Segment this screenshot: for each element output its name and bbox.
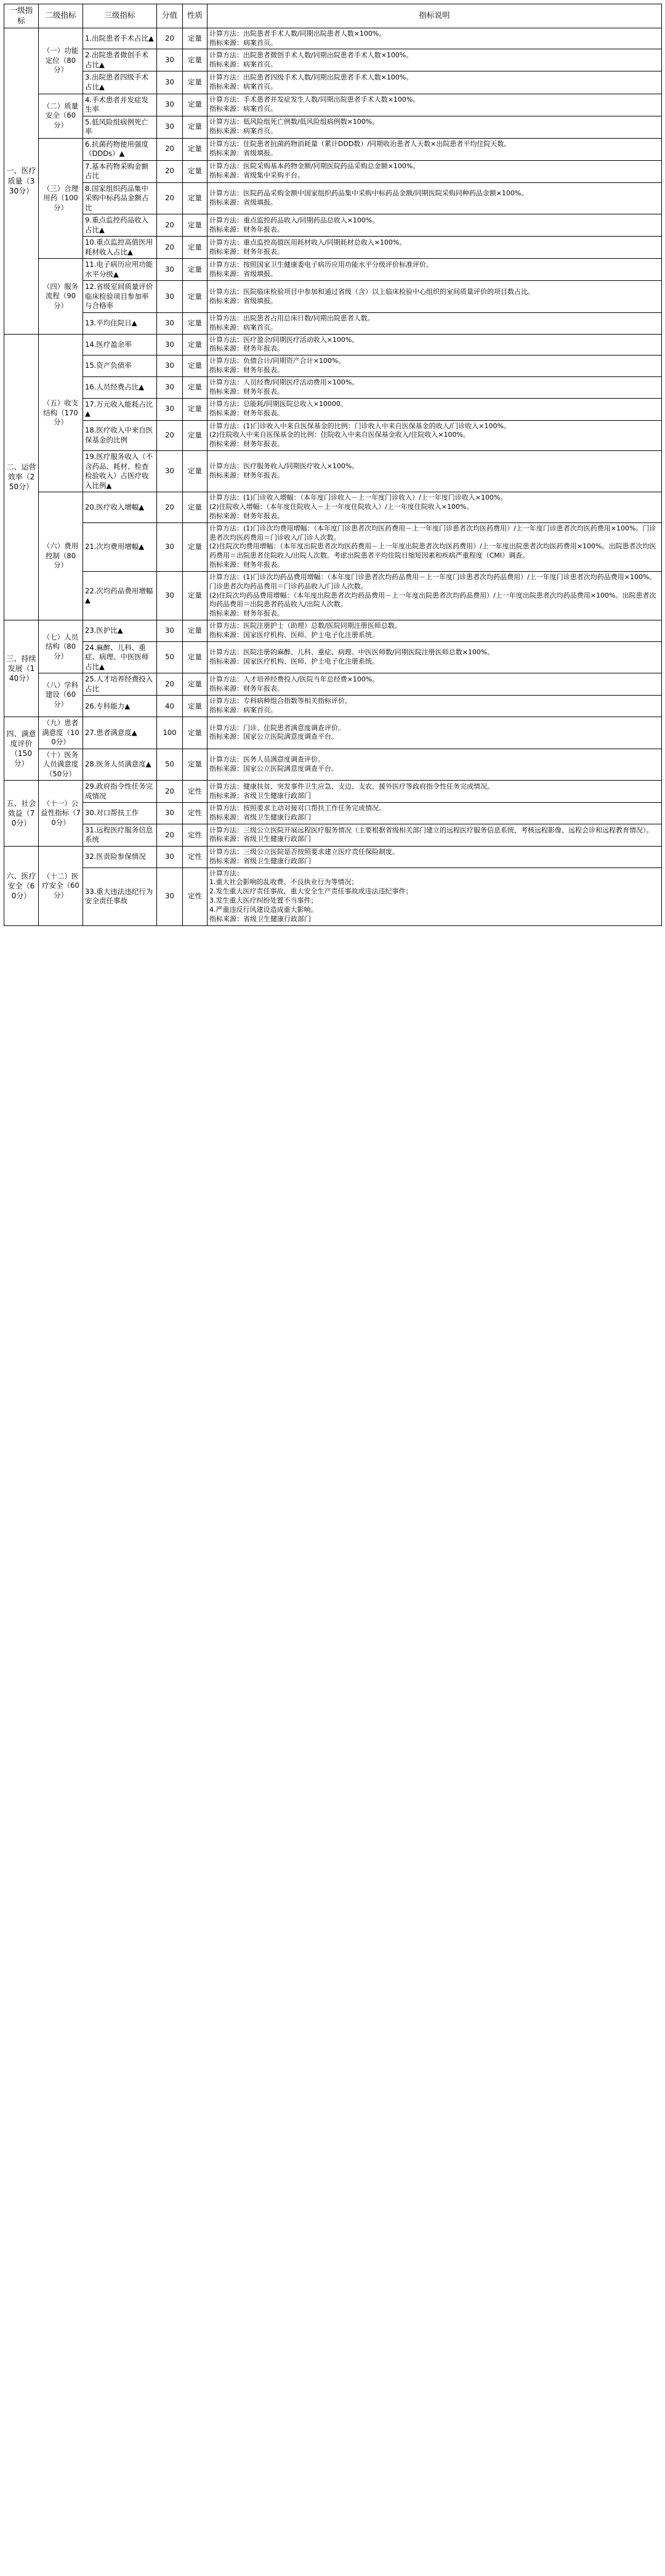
level3-indicator-cell: 16.人员经费占比▲ — [83, 376, 157, 398]
nature-cell: 定量 — [183, 717, 208, 749]
score-cell: 30 — [157, 259, 183, 281]
description-line: 指标来源：国家医疗机构、医师、护士电子化注册系统。 — [209, 631, 379, 639]
description-cell — [208, 182, 662, 214]
description-line: 计算方法：(1)门诊收入增幅：（本年度门诊收入－上一年度门诊收入）/上一年度门诊收入×100%。 — [209, 494, 507, 502]
level2-indicator-cell: （十二）医疗安全（60分） — [39, 846, 83, 925]
description-cell — [208, 717, 662, 749]
table-row — [4, 376, 662, 398]
description-line: 指标来源：财务年报表。 — [209, 471, 284, 480]
score-cell: 30 — [157, 312, 183, 334]
description-line: 指标来源：病案首页。 — [209, 38, 277, 47]
description-line: 指标来源：省级填报。 — [209, 269, 277, 278]
performance-indicator-table — [4, 4, 662, 926]
nature-cell: 定量 — [183, 376, 208, 398]
score-cell: 40 — [157, 696, 183, 717]
description-cell — [208, 71, 662, 94]
level3-indicator-cell: 8.国家组织药品集中采购中标药品金额占比 — [83, 182, 157, 214]
score-cell: 30 — [157, 334, 183, 356]
description-line: 计算方法：出院患者四级手术人数/同期出院患者手术人数×100%。 — [209, 73, 413, 82]
score-cell: 30 — [157, 116, 183, 138]
nature-cell: 定量 — [183, 182, 208, 214]
description-line: 计算方法：医院临床检验项目中参加和通过省级（含）以上临床检验中心组织的室间质量评价的项目数占比。 — [209, 287, 534, 296]
level2-indicator-cell: （十）医务人员满意度（50分） — [39, 749, 83, 781]
description-line: 计算方法：专科病种组合指数等相关指标评价。 — [209, 697, 352, 705]
description-cell — [208, 356, 662, 377]
table-row — [4, 803, 662, 824]
description-cell — [208, 673, 662, 696]
description-line: 指标来源：病案首页。 — [209, 105, 277, 113]
level3-indicator-cell: 2.出院患者微创手术占比▲ — [83, 49, 157, 71]
description-cell — [208, 237, 662, 259]
score-cell: 30 — [157, 71, 183, 94]
description-line: 指标来源：省级集中采购平台。 — [209, 171, 304, 180]
level3-indicator-cell: 5.低风险组病例死亡率 — [83, 116, 157, 138]
score-cell: 20 — [157, 182, 183, 214]
level2-indicator-cell: （三）合理用药（100分） — [39, 138, 83, 259]
description-line: 计算方法：出院患者占用总床日数/同期出院患者人数。 — [209, 314, 374, 322]
description-line: 指标来源：省级填报。 — [209, 198, 277, 206]
description-line: 3.发生重大医疗纠纷处置不当事件； — [209, 896, 318, 905]
level3-indicator-cell: 19.医疗服务收入（不含药品、耗材、检查检验收入）占医疗收入比例▲ — [83, 451, 157, 492]
description-line: 指标来源：省级卫生健康行政部门 — [209, 813, 311, 822]
description-line: 计算方法：医疗服务收入/同期医疗收入×100%。 — [209, 462, 359, 471]
table-row — [4, 214, 662, 237]
nature-cell: 定量 — [183, 116, 208, 138]
level3-indicator-cell: 26.专科能力▲ — [83, 696, 157, 717]
table-row — [4, 492, 662, 523]
nature-cell: 定量 — [183, 749, 208, 781]
header-level3: 三级指标 — [83, 4, 157, 28]
description-line: 指标来源：病案首页。 — [209, 82, 277, 91]
description-line: 4.严重违反行风建设造成重大影响。 — [209, 906, 318, 914]
table-row — [4, 571, 662, 620]
description-cell — [208, 259, 662, 281]
table-row — [4, 420, 662, 451]
nature-cell: 定性 — [183, 803, 208, 824]
indicator-table-sheet — [0, 0, 665, 932]
description-line: 计算方法：医疗盈余/同期医疗活动收入×100%。 — [209, 335, 359, 344]
level3-indicator-cell: 11.电子病历应用功能水平分级▲ — [83, 259, 157, 281]
description-cell — [208, 620, 662, 642]
description-cell — [208, 49, 662, 71]
description-cell — [208, 571, 662, 620]
nature-cell: 定量 — [183, 312, 208, 334]
table-row — [4, 867, 662, 925]
table-row — [4, 138, 662, 160]
nature-cell: 定量 — [183, 237, 208, 259]
nature-cell: 定量 — [183, 696, 208, 717]
table-row — [4, 312, 662, 334]
level2-indicator-cell: （六）费用控制（80分） — [39, 492, 83, 620]
table-row — [4, 160, 662, 182]
description-line: 指标来源：国家公立医院满意度调查平台。 — [209, 733, 338, 741]
description-line: 指标来源：省级卫生健康行政部门 — [209, 791, 311, 800]
level3-indicator-cell: 10.重点监控高值医用耗材收入占比▲ — [83, 237, 157, 259]
table-row — [4, 451, 662, 492]
nature-cell: 定性 — [183, 846, 208, 867]
description-line: (2)住院次均药品费用增幅：（本年度出院患者次均药品费用－上一年度出院患者次均药品费用）/上一年度出院患者次均药品费用×100%。出院患者次均药品费用＝出院患者药品收入/出院人次数。 — [209, 591, 656, 609]
nature-cell: 定量 — [183, 451, 208, 492]
score-cell: 20 — [157, 673, 183, 696]
description-cell — [208, 492, 662, 523]
nature-cell: 定量 — [183, 160, 208, 182]
level1-indicator-cell: 三、持续发展（140分） — [4, 620, 39, 717]
description-cell — [208, 312, 662, 334]
description-line: 指标来源：财务年报表。 — [209, 225, 284, 234]
level3-indicator-cell: 17.万元收入能耗占比▲ — [83, 398, 157, 420]
score-cell: 30 — [157, 451, 183, 492]
score-cell: 30 — [157, 571, 183, 620]
table-row — [4, 673, 662, 696]
level3-indicator-cell: 18.医疗收入中来自医保基金的比例 — [83, 420, 157, 451]
description-cell — [208, 696, 662, 717]
level2-indicator-cell: （二）质量安全（60分） — [39, 94, 83, 138]
table-row — [4, 696, 662, 717]
description-line: 指标来源：省级卫生健康行政部门 — [209, 914, 311, 923]
description-cell — [208, 376, 662, 398]
description-line: 计算方法：三级公立医院开展远程医疗服务情况（主要根据省级相关部门建立的远程医疗服务信息系统，考核远程影像、远程会诊和远程教育情况）。 — [209, 826, 653, 834]
description-cell — [208, 522, 662, 571]
nature-cell: 定性 — [183, 781, 208, 803]
description-line: 指标来源：财务年报表。 — [209, 511, 284, 520]
description-line: 指标来源：病案首页。 — [209, 60, 277, 68]
score-cell: 30 — [157, 281, 183, 313]
table-row — [4, 641, 662, 673]
description-line: 计算方法：医院注册的麻醉、儿科、重症、病理、中医医师数/同期医院注册医师总数×100%。 — [209, 648, 494, 657]
level3-indicator-cell: 20.医疗收入增幅▲ — [83, 492, 157, 523]
description-cell — [208, 214, 662, 237]
table-row — [4, 620, 662, 642]
table-row — [4, 259, 662, 281]
description-line: 计算方法：手术患者并发症发生人数/同期出院患者手术人数×100%。 — [209, 95, 420, 104]
score-cell: 20 — [157, 781, 183, 803]
level3-indicator-cell: 12.省级室间质量评价临床检验项目参加率与合格率 — [83, 281, 157, 313]
score-cell: 50 — [157, 749, 183, 781]
level2-indicator-cell: （四）服务流程（90分） — [39, 259, 83, 334]
nature-cell: 定量 — [183, 522, 208, 571]
description-line: 计算方法：(1)门诊次均费用增幅：（本年度门诊患者次均医药费用－上一年度门诊患者次均医药费用）/上一年度门诊患者次均医药费用×100%。门诊患者次均医药费用＝门诊收入/门诊人次数。 — [209, 524, 656, 542]
description-line: 计算方法：医院注册护士（助理）总数/医院同期注册医师总数。 — [209, 622, 401, 630]
description-line: 指标来源：财务年报表。 — [209, 609, 284, 618]
description-line: 指标来源：财务年报表。 — [209, 684, 284, 693]
table-row — [4, 28, 662, 49]
score-cell: 30 — [157, 94, 183, 116]
nature-cell: 定量 — [183, 71, 208, 94]
description-cell — [208, 28, 662, 49]
description-line: 指标来源：财务年报表。 — [209, 344, 284, 353]
description-line: 指标来源：国家公立医院满意度调查平台。 — [209, 764, 338, 773]
description-line: 指标来源：财务年报表。 — [209, 440, 284, 449]
description-line: 计算方法：(1)门诊收入中来自医保基金的比例：门诊收入中来自医保基金的收入/门诊收入×100%。 — [209, 421, 510, 430]
score-cell: 30 — [157, 49, 183, 71]
level3-indicator-cell: 15.资产负债率 — [83, 356, 157, 377]
description-cell — [208, 138, 662, 160]
score-cell: 30 — [157, 522, 183, 571]
level3-indicator-cell: 27.患者满意度▲ — [83, 717, 157, 749]
description-line: 计算方法：医务人员满意度调查评价。 — [209, 755, 324, 764]
level2-indicator-cell: （一）功能定位（80分） — [39, 28, 83, 94]
description-line: 计算方法：三级公立医院是否按照要求建立医疗责任保险制度。 — [209, 847, 399, 856]
score-cell: 30 — [157, 398, 183, 420]
header-level1: 一级指标 — [4, 4, 39, 28]
table-row — [4, 71, 662, 94]
table-row — [4, 717, 662, 749]
nature-cell: 定量 — [183, 641, 208, 673]
nature-cell: 定性 — [183, 867, 208, 925]
level3-indicator-cell: 13.平均住院日▲ — [83, 312, 157, 334]
score-cell: 20 — [157, 138, 183, 160]
description-line: 计算方法：低风险组死亡例数/低风险组病例数×100%。 — [209, 118, 379, 126]
description-line: 计算方法：医院采购基本药物金额/同期医院药品采购总金额×100%。 — [209, 162, 420, 171]
score-cell: 20 — [157, 492, 183, 523]
description-line: 计算方法：门诊、住院患者满意度调查评价。 — [209, 723, 345, 732]
nature-cell: 定量 — [183, 28, 208, 49]
level3-indicator-cell: 9.重点监控药品收入占比▲ — [83, 214, 157, 237]
description-line: (2)住院收入中来自医保基金的比例：住院收入中来自医保基金收入/住院收入×100%。 — [209, 431, 470, 439]
nature-cell: 定量 — [183, 259, 208, 281]
score-cell: 30 — [157, 356, 183, 377]
score-cell: 30 — [157, 846, 183, 867]
level2-indicator-cell: （十一）公益性指标（70分） — [39, 781, 83, 847]
nature-cell: 定量 — [183, 281, 208, 313]
description-line: 计算方法：出院患者微创手术人数/同期出院患者手术人数×100%。 — [209, 51, 413, 60]
description-cell — [208, 867, 662, 925]
level3-indicator-cell: 31.远程医疗服务信息系统 — [83, 824, 157, 846]
description-line: 计算方法：出院患者手术人数/同期出院患者人数×100%。 — [209, 29, 386, 38]
table-row — [4, 824, 662, 846]
nature-cell: 定量 — [183, 334, 208, 356]
description-line: 计算方法：重点监控药品收入/同期药品总收入×100%。 — [209, 216, 379, 224]
description-cell — [208, 641, 662, 673]
table-body — [4, 28, 662, 925]
score-cell: 30 — [157, 376, 183, 398]
nature-cell: 定量 — [183, 398, 208, 420]
description-line: 1.重大社会影响的乱收费、不良执业行为等情况； — [209, 878, 358, 887]
score-cell: 100 — [157, 717, 183, 749]
level3-indicator-cell: 32.医责险参保情况 — [83, 846, 157, 867]
description-line: 计算方法：按照国家卫生健康委电子病历应用功能水平分级评价标准评价。 — [209, 260, 433, 269]
level3-indicator-cell: 30.对口帮扶工作 — [83, 803, 157, 824]
description-cell — [208, 334, 662, 356]
score-cell: 30 — [157, 803, 183, 824]
description-cell — [208, 398, 662, 420]
level3-indicator-cell: 24.麻醉、儿科、重症、病理、中医医师占比▲ — [83, 641, 157, 673]
level2-indicator-cell: （九）患者满意度（100分） — [39, 717, 83, 749]
level3-indicator-cell: 1.出院患者手术占比▲ — [83, 28, 157, 49]
table-row — [4, 398, 662, 420]
description-line: 指标来源：病案首页。 — [209, 127, 277, 136]
level1-indicator-cell: 二、运营效率（250分） — [4, 334, 39, 620]
description-cell — [208, 803, 662, 824]
description-line: 2.发生重大医疗责任事故，重大安全生产责任事故或违法违纪事件； — [209, 887, 413, 896]
table-row — [4, 94, 662, 116]
description-line: 指标来源：省级填报。 — [209, 296, 277, 305]
description-line: 计算方法：按照要求主动对接对口帮扶工作任务完成情况。 — [209, 804, 385, 813]
table-row — [4, 182, 662, 214]
table-header-row — [4, 4, 662, 28]
description-line: 计算方法：负债合计/同期资产合计×100%。 — [209, 357, 345, 365]
nature-cell: 定量 — [183, 571, 208, 620]
level2-indicator-cell: （七）人员结构（80分） — [39, 620, 83, 673]
score-cell: 30 — [157, 867, 183, 925]
table-row — [4, 749, 662, 781]
description-cell — [208, 846, 662, 867]
table-header — [4, 4, 662, 28]
level3-indicator-cell: 29.政府指令性任务完成情况 — [83, 781, 157, 803]
nature-cell: 定量 — [183, 49, 208, 71]
description-line: 指标来源：省级卫生健康行政部门 — [209, 856, 311, 865]
description-cell — [208, 281, 662, 313]
score-cell: 20 — [157, 160, 183, 182]
level3-indicator-cell: 21.次均费用增幅▲ — [83, 522, 157, 571]
header-description: 指标说明 — [208, 4, 662, 28]
score-cell: 50 — [157, 641, 183, 673]
description-line: (2)住院收入增幅：（本年度住院收入－上一年度住院收入）/上一年度住院收入×100%。 — [209, 503, 474, 511]
header-nature: 性质 — [183, 4, 208, 28]
table-row — [4, 49, 662, 71]
level1-indicator-cell: 五、社会效益（70分） — [4, 781, 39, 847]
score-cell: 20 — [157, 237, 183, 259]
table-row — [4, 116, 662, 138]
description-line: 指标来源：省级卫生健康行政部门 — [209, 835, 311, 843]
description-line: 计算方法：医院药品采购金额中国家组织药品集中采购中标药品金额/同期医院采购同种药品金额×100%。 — [209, 189, 528, 198]
nature-cell: 定量 — [183, 356, 208, 377]
description-line: 指标来源：财务年报表。 — [209, 409, 284, 418]
description-line: 指标来源：省级填报。 — [209, 149, 277, 158]
table-row — [4, 356, 662, 377]
header-score: 分值 — [157, 4, 183, 28]
description-cell — [208, 420, 662, 451]
nature-cell: 定量 — [183, 94, 208, 116]
description-line: 指标来源：财务年报表。 — [209, 561, 284, 569]
description-cell — [208, 94, 662, 116]
description-cell — [208, 824, 662, 846]
level3-indicator-cell: 25.人才培养经费投入占比 — [83, 673, 157, 696]
level3-indicator-cell: 22.次均药品费用增幅▲ — [83, 571, 157, 620]
level1-indicator-cell: 四、满意度评价（150分） — [4, 717, 39, 781]
score-cell: 20 — [157, 824, 183, 846]
table-row — [4, 237, 662, 259]
table-row — [4, 846, 662, 867]
nature-cell: 定量 — [183, 620, 208, 642]
table-row — [4, 281, 662, 313]
description-line: 计算方法：住院患者抗菌药物消耗量（累计DDD数）/同期收治患者人天数×出院患者平均住院天数。 — [209, 140, 511, 148]
score-cell: 20 — [157, 214, 183, 237]
level3-indicator-cell: 23.医护比▲ — [83, 620, 157, 642]
description-line: 指标来源：财务年报表。 — [209, 366, 284, 375]
nature-cell: 定量 — [183, 673, 208, 696]
description-line: 计算方法：健康扶贫、突发事件卫生应急、支边、支农、援外医疗等政府指令性任务完成情况。 — [209, 782, 494, 790]
description-line: 计算方法：(1)门诊次均药品费用增幅：（本年度门诊患者次均药品费用－上一年度门诊患者次均药品费用）/上一年度门诊患者次均药品费用×100%。门诊患者次均药品费用＝门诊药品收入/门诊人次数。 — [209, 572, 656, 590]
nature-cell: 定量 — [183, 420, 208, 451]
score-cell: 30 — [157, 620, 183, 642]
level3-indicator-cell: 33.重大违法违纪行为安全责任事故 — [83, 867, 157, 925]
score-cell: 20 — [157, 28, 183, 49]
description-line: 指标来源：病案首页。 — [209, 323, 277, 331]
nature-cell: 定量 — [183, 138, 208, 160]
description-cell — [208, 749, 662, 781]
description-line: 计算方法： — [209, 869, 243, 877]
nature-cell: 定量 — [183, 492, 208, 523]
description-line: 指标来源：财务年报表。 — [209, 387, 284, 396]
description-cell — [208, 781, 662, 803]
level3-indicator-cell: 6.抗菌药物使用强度（DDDs）▲ — [83, 138, 157, 160]
description-cell — [208, 160, 662, 182]
level2-indicator-cell: （五）收支结构（170分） — [39, 334, 83, 492]
score-cell: 20 — [157, 420, 183, 451]
level1-indicator-cell: 一、医疗质量（330分） — [4, 28, 39, 334]
level3-indicator-cell: 3.出院患者四级手术占比▲ — [83, 71, 157, 94]
table-row — [4, 522, 662, 571]
table-row — [4, 334, 662, 356]
description-line: 指标来源：病案首页。 — [209, 706, 277, 715]
level3-indicator-cell: 14.医疗盈余率 — [83, 334, 157, 356]
header-level2: 二级指标 — [39, 4, 83, 28]
level3-indicator-cell: 7.基本药物采购金额占比 — [83, 160, 157, 182]
description-line: 计算方法：人才培养经费投入/医院当年总经费×100%。 — [209, 675, 379, 684]
nature-cell: 定性 — [183, 824, 208, 846]
level1-indicator-cell: 六、医疗安全（60分） — [4, 846, 39, 925]
description-line: 指标来源：财务年报表。 — [209, 247, 284, 256]
description-cell — [208, 116, 662, 138]
table-row — [4, 781, 662, 803]
level3-indicator-cell: 4.手术患者并发症发生率 — [83, 94, 157, 116]
nature-cell: 定量 — [183, 214, 208, 237]
description-line: 计算方法：人员经费/同期医疗活动费用×100%。 — [209, 378, 359, 386]
description-line: 指标来源：国家医疗机构、医师、护士电子化注册系统。 — [209, 657, 379, 666]
description-cell — [208, 451, 662, 492]
description-line: 计算方法：总能耗/同期医院总收入×10000。 — [209, 400, 347, 408]
level2-indicator-cell: （八）学科建设（60分） — [39, 673, 83, 717]
description-line: (2)住院次均费用增幅：（本年度出院患者次均医药费用－上一年度出院患者次均医药费用）/上一年度出院患者次均医药费用×100%。出院患者次均医药费用＝出院患者住院收入/出院人次数。考虑出院患者平均住院日缩短因素和疾病严重程度（CMI）调查。 — [209, 542, 656, 560]
description-line: 计算方法：重点监控高值医用耗材收入/同期耗材总收入×100%。 — [209, 238, 406, 246]
level3-indicator-cell: 28.医务人员满意度▲ — [83, 749, 157, 781]
